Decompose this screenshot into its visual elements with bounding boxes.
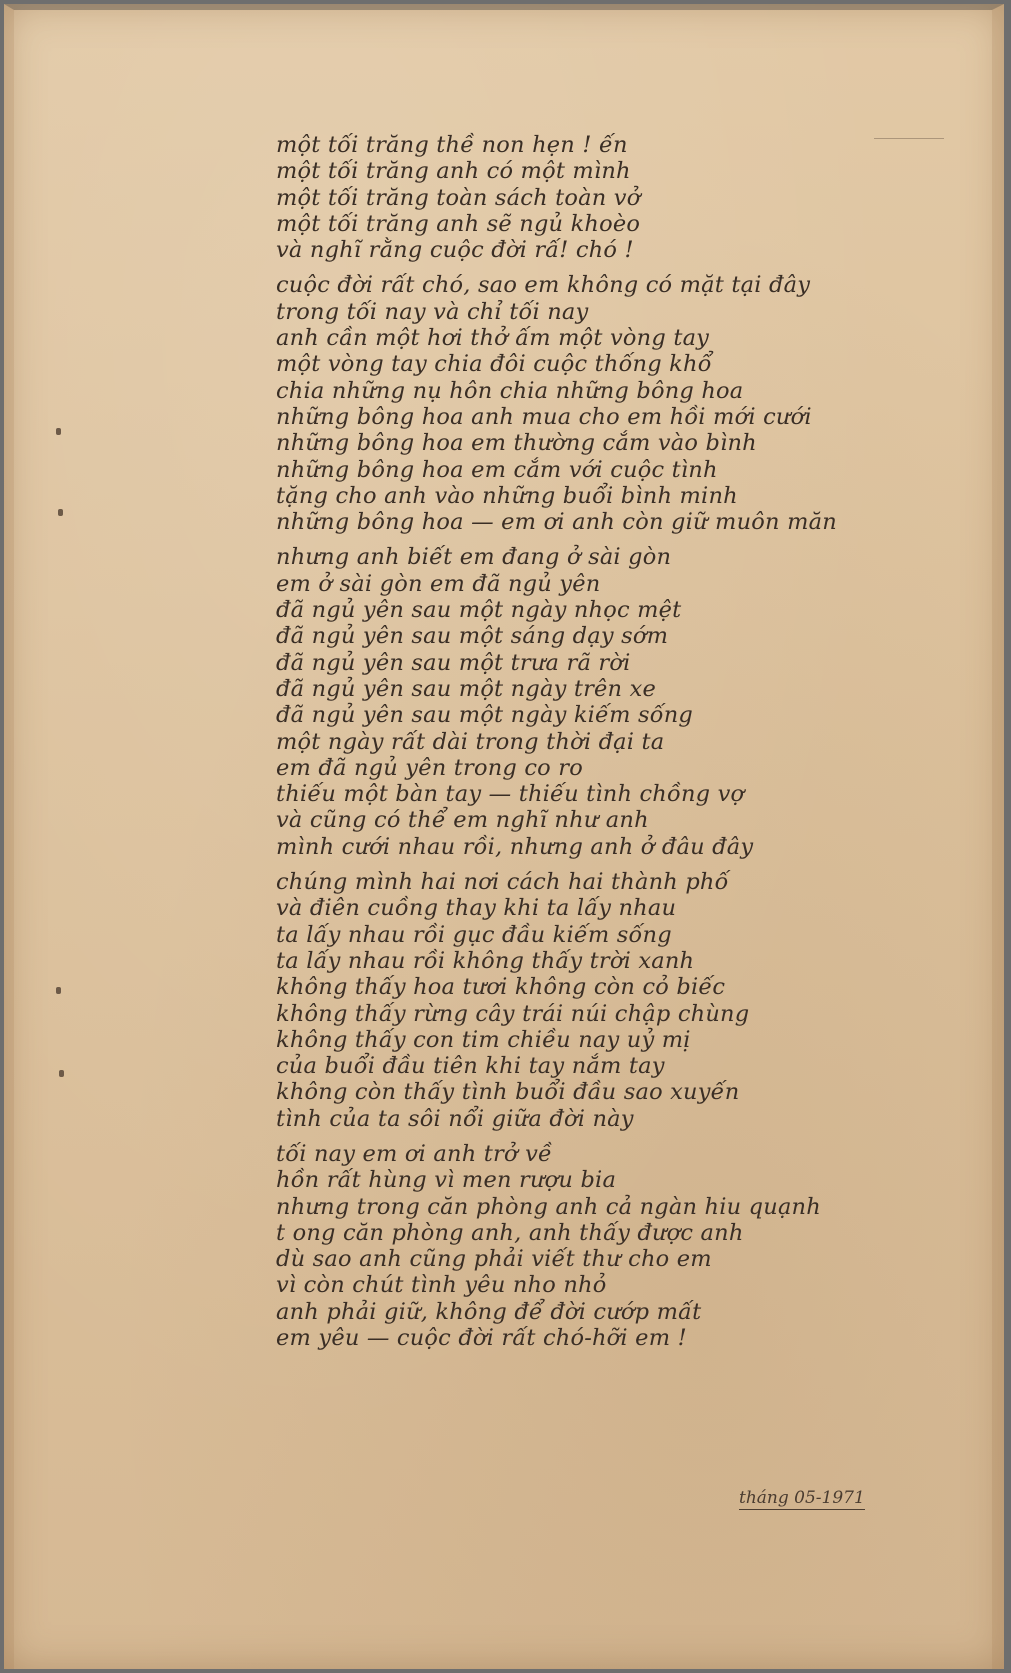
poem-line: mình cưới nhau rồi, nhưng anh ở đâu đây (276, 833, 754, 860)
poem-line: cuộc đời rất chó, sao em không có mặt tại đây (276, 272, 811, 299)
poem-line: thiếu một bàn tay — thiếu tình chồng vợ (276, 781, 745, 808)
poem-line: nhưng trong căn phòng anh cả ngàn hiu quạnh (276, 1193, 821, 1220)
poem-line: không thấy con tim chiều nay uỷ mị (276, 1026, 691, 1053)
poem-stanza (276, 869, 916, 1132)
poem-line: em yêu — cuộc đời rất chó-hỡi em ! (276, 1325, 687, 1352)
poem-line: em đã ngủ yên trong co ro (276, 754, 583, 781)
poem-line: một vòng tay chia đôi cuộc thống khổ (276, 351, 712, 378)
poem (276, 132, 916, 1360)
document-page (4, 4, 1004, 1669)
poem-line: vì còn chút tình yêu nho nhỏ (276, 1272, 607, 1299)
poem-line: tình của ta sôi nổi giữa đời này (276, 1105, 634, 1132)
poem-line: anh cần một hơi thở ấm một vòng tay (276, 325, 710, 352)
poem-line: một tối trăng anh sẽ ngủ khoèo (276, 210, 641, 237)
poem-line: và nghĩ rằng cuộc đời rấ! chó ! (276, 237, 634, 264)
poem-line: nhưng anh biết em đang ở sài gòn (276, 544, 672, 571)
poem-line: tối nay em ơi anh trở về (276, 1140, 553, 1167)
poem-line: không thấy rừng cây trái núi chập chùng (276, 1000, 750, 1027)
poem-line: tặng cho anh vào những buổi bình minh (276, 482, 738, 509)
poem-line: một tối trăng anh có một mình (276, 158, 631, 185)
poem-line: những bông hoa em cắm với cuộc tình (276, 456, 718, 483)
poem-line: không thấy hoa tươi không còn cỏ biếc (276, 974, 726, 1001)
poem-line: chia những nụ hôn chia những bông hoa (276, 377, 744, 404)
poem-date: tháng 05-1971 (739, 1488, 865, 1508)
poem-line: không còn thấy tình buổi đầu sao xuyến (276, 1079, 740, 1106)
poem-stanza (276, 544, 916, 860)
poem-line: dù sao anh cũng phải viết thư cho em (276, 1246, 712, 1273)
poem-line: trong tối nay và chỉ tối nay (276, 298, 589, 325)
poem-line: một ngày rất dài trong thời đại ta (276, 728, 665, 755)
poem-line: những bông hoa em thường cắm vào bình (276, 430, 757, 457)
poem-line: và điên cuồng thay khi ta lấy nhau (276, 895, 677, 922)
poem-line: một tối trăng toàn sách toàn vở (276, 184, 641, 211)
poem-line: đã ngủ yên sau một ngày nhọc mệt (276, 597, 682, 624)
poem-line: đã ngủ yên sau một ngày kiếm sống (276, 702, 693, 729)
poem-line: và cũng có thể em nghĩ như anh (276, 807, 649, 834)
staple-hole (56, 428, 61, 435)
staple-hole (59, 1070, 64, 1077)
poem-line: chúng mình hai nơi cách hai thành phố (276, 869, 729, 896)
poem-stanza (276, 1141, 916, 1351)
poem-line: ta lấy nhau rồi không thấy trời xanh (276, 947, 695, 974)
staple-hole (58, 509, 63, 516)
poem-line: đã ngủ yên sau một trưa rã rời (276, 649, 631, 676)
poem-line: ta lấy nhau rồi gục đầu kiếm sống (276, 921, 672, 948)
poem-line: của buổi đầu tiên khi tay nắm tay (276, 1053, 665, 1080)
poem-line: những bông hoa anh mua cho em hồi mới cưới (276, 403, 812, 430)
poem-stanza (276, 132, 916, 263)
poem-line: em ở sài gòn em đã ngủ yên (276, 570, 601, 597)
poem-line: t ong căn phòng anh, anh thấy được anh (276, 1219, 744, 1246)
poem-line: những bông hoa — em ơi anh còn giữ muôn măn (276, 509, 837, 536)
staple-hole (56, 987, 61, 994)
poem-line: đã ngủ yên sau một ngày trên xe (276, 675, 656, 702)
poem-stanza (276, 272, 916, 535)
poem-line: đã ngủ yên sau một sáng dạy sớm (276, 623, 669, 650)
poem-line: hồn rất hùng vì men rượu bia (276, 1167, 617, 1194)
poem-line: một tối trăng thề non hẹn ! ến (276, 132, 628, 158)
poem-line: anh phải giữ, không để đời cướp mất (276, 1298, 702, 1325)
